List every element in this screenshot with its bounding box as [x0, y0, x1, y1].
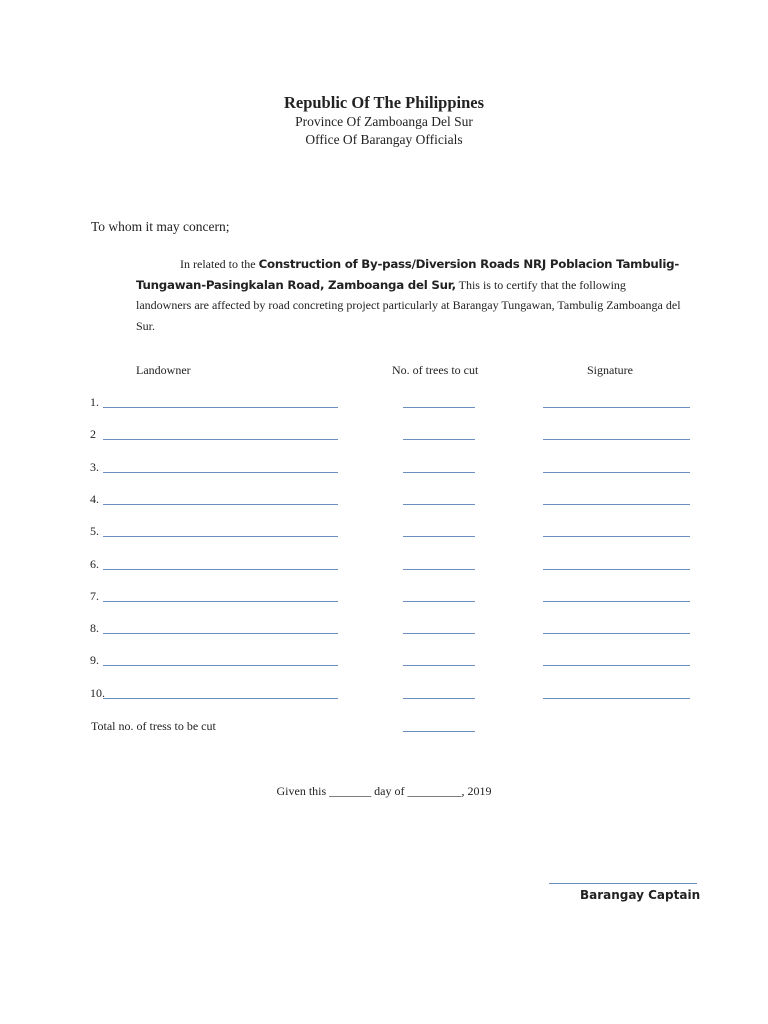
- landowner-field[interactable]: [103, 633, 338, 634]
- landowner-field[interactable]: [103, 472, 338, 473]
- trees-count-field[interactable]: [403, 633, 475, 634]
- row-number: 4.: [90, 492, 99, 506]
- signature-field[interactable]: [543, 472, 690, 473]
- office-line: Office Of Barangay Officials: [305, 132, 463, 147]
- landowner-field[interactable]: [103, 439, 338, 440]
- landowner-field[interactable]: [103, 569, 338, 570]
- landowner-field[interactable]: [103, 504, 338, 505]
- signature-field[interactable]: [543, 569, 690, 570]
- row-number: 9.: [90, 653, 99, 667]
- header-landowner: Landowner: [136, 363, 191, 377]
- trees-count-field[interactable]: [403, 439, 475, 440]
- row-number: 1.: [90, 395, 99, 409]
- row-number: 8.: [90, 621, 99, 635]
- landowner-field[interactable]: [103, 536, 338, 537]
- trees-count-field[interactable]: [403, 569, 475, 570]
- project-name: Construction of By-pass/Diversion Roads NRJ Poblacion Tambulig-Tungawan-Pasingkalan Road, Zamboanga del Sur,: [136, 257, 679, 292]
- captain-signature-line[interactable]: [549, 883, 697, 884]
- salutation: To whom it may concern;: [91, 219, 230, 234]
- landowner-field[interactable]: [103, 698, 338, 699]
- paragraph-lead: In related to the: [180, 257, 259, 271]
- header-signature: Signature: [587, 363, 633, 377]
- document-title: Republic Of The Philippines: [283, 93, 485, 112]
- trees-count-field[interactable]: [403, 536, 475, 537]
- certification-paragraph: [136, 254, 681, 336]
- trees-count-field[interactable]: [403, 504, 475, 505]
- total-trees-label: Total no. of tress to be cut: [91, 719, 216, 733]
- signature-field[interactable]: [543, 504, 690, 505]
- province-line: Province Of Zamboanga Del Sur: [295, 114, 473, 129]
- signature-field[interactable]: [543, 665, 690, 666]
- row-number: 6.: [90, 557, 99, 571]
- row-number: 5.: [90, 524, 99, 538]
- trees-count-field[interactable]: [403, 698, 475, 699]
- paragraph-rest: This is to certify that the following landowners are affected by road concreting project particularly at Barangay Tungawan, Tambulig Zamboanga del Sur.: [136, 277, 681, 333]
- landowner-field[interactable]: [103, 407, 338, 408]
- trees-count-field[interactable]: [403, 601, 475, 602]
- signature-field[interactable]: [543, 407, 690, 408]
- total-trees-field[interactable]: [403, 731, 475, 732]
- given-date-line: Given this _______ day of _________, 2019: [276, 784, 492, 798]
- landowner-field[interactable]: [103, 601, 338, 602]
- trees-count-field[interactable]: [403, 665, 475, 666]
- signature-field[interactable]: [543, 536, 690, 537]
- signature-field[interactable]: [543, 601, 690, 602]
- row-number: 3.: [90, 460, 99, 474]
- trees-count-field[interactable]: [403, 407, 475, 408]
- signature-field[interactable]: [543, 698, 690, 699]
- signature-field[interactable]: [543, 633, 690, 634]
- signature-field[interactable]: [543, 439, 690, 440]
- landowner-field[interactable]: [103, 665, 338, 666]
- signatory-title: Barangay Captain: [580, 888, 701, 902]
- trees-count-field[interactable]: [403, 472, 475, 473]
- row-number: 2: [90, 427, 96, 441]
- header-trees: No. of trees to cut: [392, 363, 479, 377]
- row-number: 7.: [90, 589, 99, 603]
- row-number: 10.: [90, 686, 105, 700]
